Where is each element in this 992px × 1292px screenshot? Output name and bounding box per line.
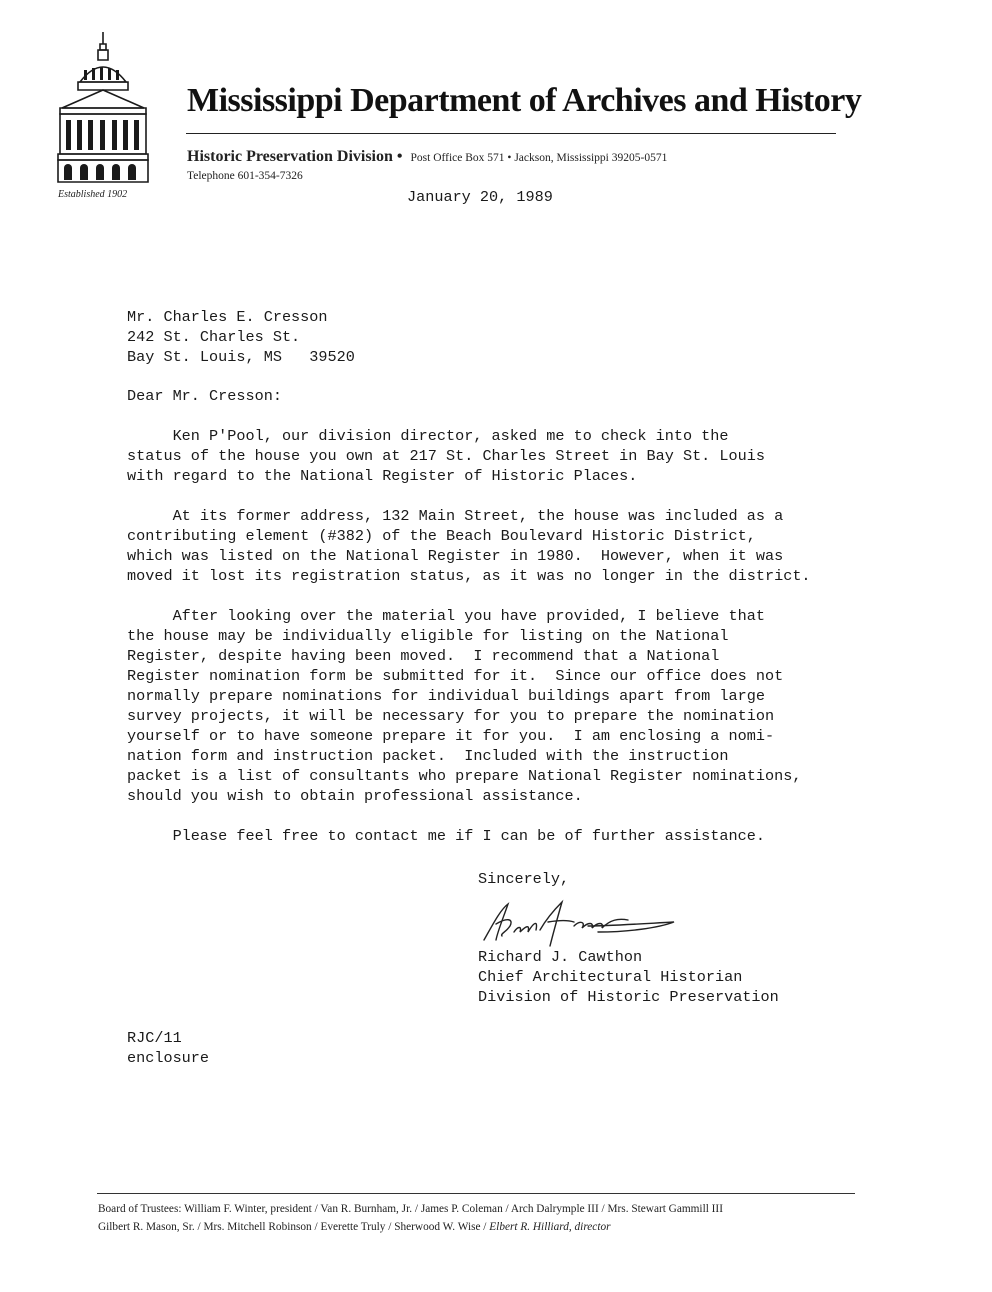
reference-initials: RJC/11 enclosure: [127, 1029, 210, 1067]
paragraph-1: Ken P'Pool, our division director, asked me to check into the status of the house you own at 217 St. Charles Street in Bay St. Louis with regard to the National Register of Historic Places.: [127, 427, 765, 485]
board-of-trustees: [98, 1200, 878, 1236]
salutation: Dear Mr. Cresson:: [127, 387, 282, 405]
bullet-separator: •: [396, 148, 403, 165]
header-divider: [186, 133, 836, 134]
signatory-block: Richard J. Cawthon Chief Architectural Historian Division of Historic Preservation: [478, 948, 779, 1006]
established-label: Established 1902: [58, 189, 128, 200]
handwritten-signature: [478, 896, 678, 952]
trustees-line-2: [98, 1218, 878, 1236]
footer-divider: [97, 1193, 855, 1194]
letter-date: January 20, 1989: [407, 188, 553, 206]
division-line: [187, 148, 667, 166]
paragraph-2: At its former address, 132 Main Street, the house was included as a contributing element (#382) of the Beach Boulevard Historic District, which was listed on the National Register in 1980. However, when it was moved it lost its registration status, as it was no longer in the district.: [127, 507, 811, 585]
closing: Sincerely,: [478, 870, 570, 888]
telephone: Telephone 601-354-7326: [187, 170, 303, 182]
trustees-names: Gilbert R. Mason, Sr. / Mrs. Mitchell Robinson / Everette Truly / Sherwood W. Wise /: [98, 1221, 490, 1233]
division-address: Post Office Box 571 • Jackson, Mississippi 39205-0571: [410, 152, 668, 164]
trustees-line-1: Board of Trustees: William F. Winter, president / Van R. Burnham, Jr. / James P. Coleman / Arch Dalrymple III / Mrs. Stewart Gammill III: [98, 1203, 723, 1215]
director-name: Elbert R. Hilliard, director: [489, 1221, 611, 1233]
capitol-logo-icon: [56, 30, 156, 190]
paragraph-3: After looking over the material you have provided, I believe that the house may be individually eligible for listing on the National Register, despite having been moved. I recommend that a National Register nomination form be submitted for it. Since our office does not normally prepare nominations for individual buildings apart from large survey projects, it will be necessary for you to prepare the nomination yourself or to have someone prepare it for you. I am enclosing a nomi- nation form and instruction packet. Included with the instruction packet is a list of consultants who prepare National Register nominations, should you wish to obtain professional assistance.: [127, 607, 802, 805]
recipient-address: Mr. Charles E. Cresson 242 St. Charles St. Bay St. Louis, MS 39520: [127, 308, 355, 366]
division-name: Historic Preservation Division: [187, 148, 393, 165]
organization-name: Mississippi Department of Archives and History: [187, 82, 862, 119]
paragraph-4: Please feel free to contact me if I can be of further assistance.: [127, 827, 765, 845]
